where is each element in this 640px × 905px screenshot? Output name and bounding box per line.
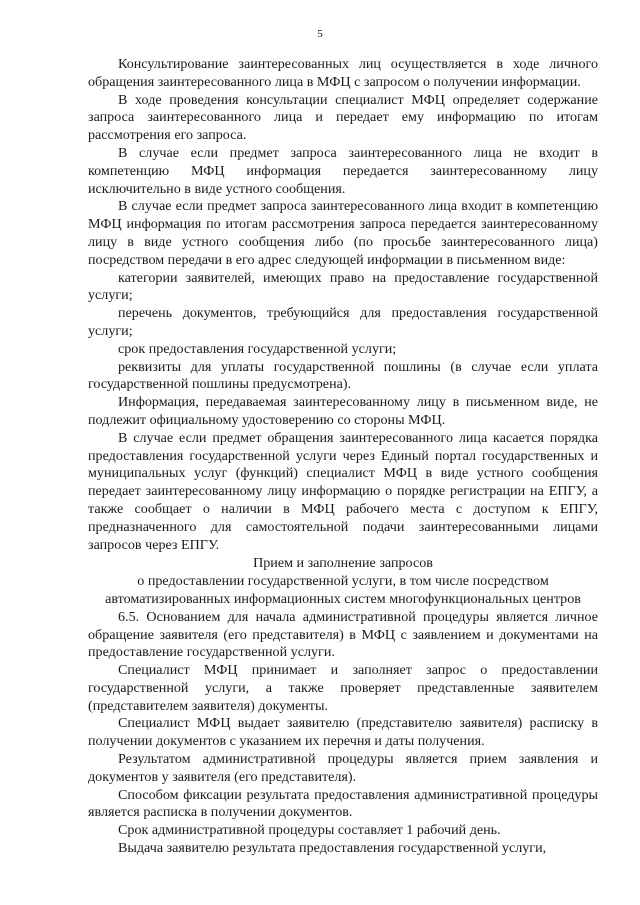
paragraph: Результатом административной процедуры является прием заявления и документов у заявителя (его представителя). <box>88 751 598 785</box>
section-heading-line: о предоставлении государственной услуги, в том числе посредством <box>137 573 549 590</box>
paragraph: В ходе проведения консультации специалист МФЦ определяет содержание запроса заинтересованного лица и передает ему информацию по итогам рассмотрения его запроса. <box>88 91 598 144</box>
page-number: 5 <box>317 28 323 40</box>
list-item: срок предоставления государственной услуги; <box>118 340 397 357</box>
section-heading <box>88 555 598 608</box>
paragraph: Способом фиксации результата предоставления административной процедуры является расписка в получении документов. <box>88 786 598 821</box>
list-item: реквизиты для уплаты государственной пошлины (в случае если уплата государственной пошлины предусмотрена). <box>88 358 598 393</box>
paragraph: Информация, передаваемая заинтересованному лицу в письменном виде, не подлежит официальному удостоверению со стороны МФЦ. <box>88 394 598 428</box>
list-item: перечень документов, требующийся для предоставления государственной услуги; <box>88 305 598 339</box>
paragraph: Консультирование заинтересованных лиц осуществляется в ходе личного обращения заинтересованного лица в МФЦ с запросом о получении информации. <box>88 56 598 90</box>
section-heading-line: автоматизированных информационных систем многофункциональных центров <box>105 590 581 607</box>
paragraph: В случае если предмет запроса заинтересованного лица входит в компетенцию МФЦ информация по итогам рассмотрения запроса передается заинтересованному лицу в виде устного сообщения либо (по просьбе заинтересованного лица) посредством передачи в его адрес следующей информации в письменном виде: <box>88 198 598 268</box>
section-heading-line: Прием и заполнение запросов <box>253 555 433 572</box>
paragraph: Специалист МФЦ принимает и заполняет запрос о предоставлении государственной услуги, а также проверяет представленные заявителем (представителем заявителя) документы. <box>88 662 598 714</box>
list-item: категории заявителей, имеющих право на предоставление государственной услуги; <box>88 269 598 304</box>
paragraph: Срок административной процедуры составляет 1 рабочий день. <box>118 822 501 839</box>
paragraph: Специалист МФЦ выдает заявителю (представителю заявителя) расписку в получении документов с указанием их перечня и даты получения. <box>88 715 598 750</box>
document-body <box>88 56 598 858</box>
paragraph: В случае если предмет запроса заинтересованного лица не входит в компетенцию МФЦ информация передается заинтересованному лицу исключительно в виде устного сообщения. <box>88 144 598 197</box>
paragraph: 6.5. Основанием для начала административной процедуры является личное обращение заявителя (его представителя) в МФЦ с заявлением и документами на предоставление государственной услуги. <box>88 608 598 661</box>
paragraph: Выдача заявителю результата предоставления государственной услуги, <box>118 840 547 857</box>
paragraph: В случае если предмет обращения заинтересованного лица касается порядка предоставления государственной услуги через Единый портал государственных и муниципальных услуг (функций) специалист МФЦ в виде устного сообщения передает заинтересованному лицу информацию о порядке регистрации на ЕПГУ, а также сообщает о наличии в МФЦ рабочего места с доступом к ЕПГУ, предназначенного для самостоятельной подачи заинтересованными лицами запросов через ЕПГУ. <box>88 429 598 553</box>
